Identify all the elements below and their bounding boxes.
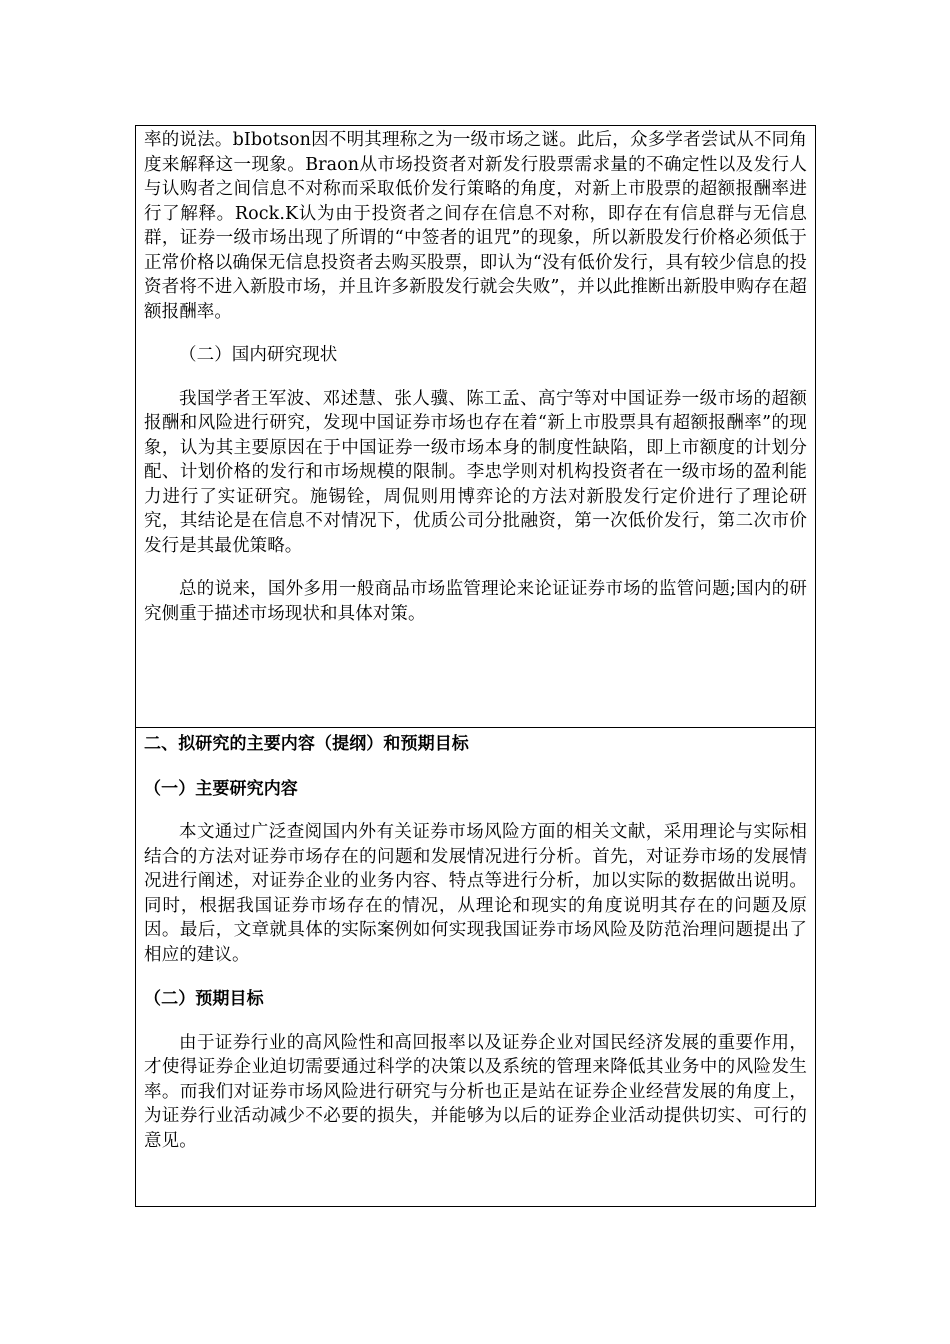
research-content-cell [136,728,815,1206]
main-content-paragraph: 本文通过广泛查阅国内外有关证券市场风险方面的相关文献，采用理论与实际相结合的方法对证券市场存在的问题和发展情况进行分析。首先，对证券市场的发展情况进行阐述，对证券企业的业务内容、特点等进行分析，加以实际的数据做出说明。同时，根据我国证券市场存在的情况，从理论和现实的角度说明其存在的问题及原因。最后，文章就具体的实际案例如何实现我国证券市场风险及防范治理问题提出了相应的建议。 [144,822,807,965]
expected-goal-paragraph: 由于证券行业的高风险性和高回报率以及证券企业对国民经济发展的重要作用，才使得证券企业迫切需要通过科学的决策以及系统的管理来降低其业务中的风险发生率。而我们对证券市场风险进行研究与分析也正是站在证券企业经营发展的角度上，为证券行业活动减少不必要的损失，并能够为以后的证券企业活动提供切实、可行的意见。 [144,1032,807,1151]
expected-goal-heading: （二）预期目标 [144,989,264,1009]
section-heading: 二、拟研究的主要内容（提纲）和预期目标 [144,734,469,754]
foreign-research-paragraph-continued: 率的说法。bIbotson因不明其理称之为一级市场之谜。此后，众多学者尝试从不同角度来解释这一现象。Braon从市场投资者对新发行股票需求量的不确定性以及发行人与认购者之间信息不对称而采取低价发行策略的角度，对新上市股票的超额报酬率进行了解释。Rock.K认为由于投资者之间存在信息不对称，即存在有信息群与无信息群，证券一级市场出现了所谓的“中签者的诅咒”的现象，所以新股发行价格必须低于正常价格以确保无信息投资者去购买股票，即认为“没有低价发行，具有较少信息的投资者将不进入新股市场，并且许多新股发行就会失败”，并以此推断出新股申购存在超额报酬率。 [144,130,807,322]
summary-paragraph: 总的说来，国外多用一般商品市场监管理论来论证证券市场的监管问题;国内的研究侧重于描述市场现状和具体对策。 [144,579,807,624]
domestic-research-paragraph: 我国学者王军波、邓述慧、张人骥、陈工孟、高宁等对中国证券一级市场的超额报酬和风险进行研究，发现中国证券市场也存在着“新上市股票具有超额报酬率”的现象，认为其主要原因在于中国证券一级市场本身的制度性缺陷，即上市额度的计划分配、计划价格的发行和市场规模的限制。李忠学则对机构投资者在一级市场的盈利能力进行了实证研究。施锡铨，周侃则用博弈论的方法对新股发行定价进行了理论研究，其结论是在信息不对情况下，优质公司分批融资，第一次低价发行，第二次市价发行是其最优策略。 [144,388,807,556]
document-table [135,125,816,1207]
main-content-heading: （一）主要研究内容 [144,778,298,799]
literature-review-cell [136,126,815,728]
domestic-research-heading: （二）国内研究现状 [179,345,338,365]
